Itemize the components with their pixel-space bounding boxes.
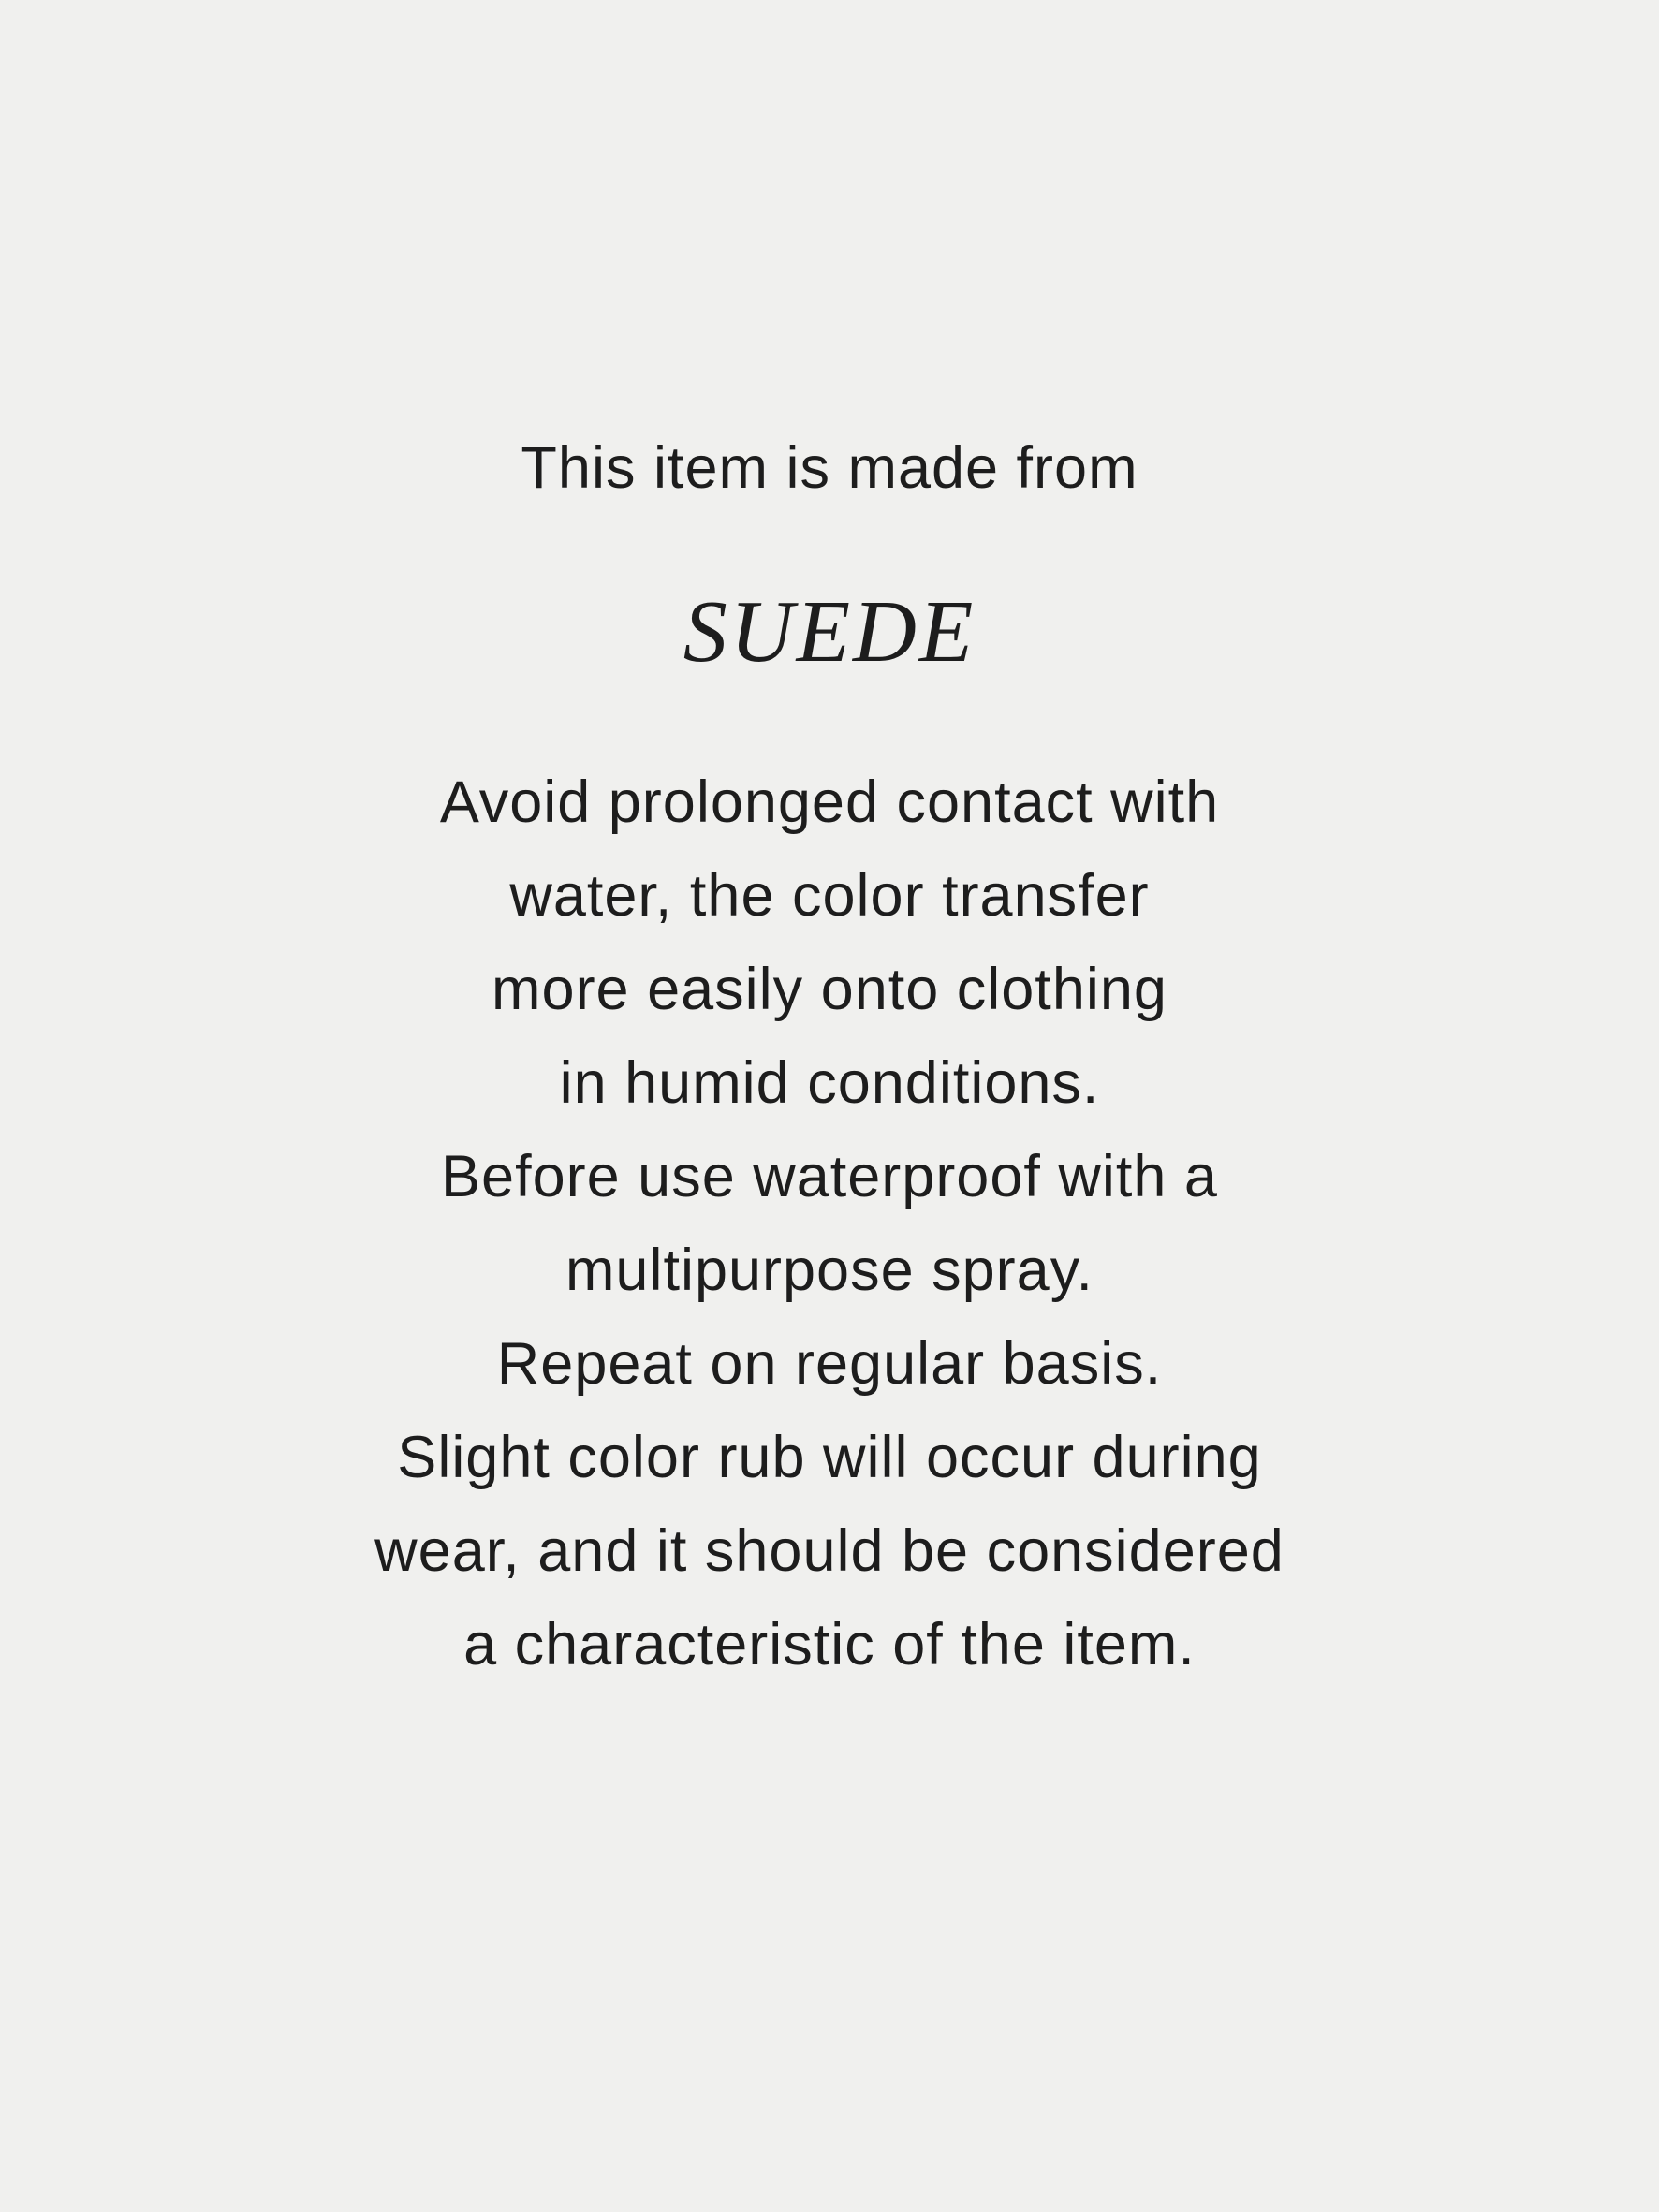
care-line: multipurpose spray.: [565, 1238, 1094, 1303]
care-line: Repeat on regular basis.: [496, 1331, 1163, 1397]
care-line: a characteristic of the item.: [463, 1612, 1196, 1677]
material-name: SUEDE: [683, 583, 976, 681]
care-line: water, the color transfer: [509, 863, 1150, 929]
care-line: Slight color rub will occur during: [397, 1425, 1262, 1490]
care-line: in humid conditions.: [559, 1050, 1100, 1116]
care-line: Before use waterproof with a: [441, 1144, 1218, 1209]
care-line: more easily onto clothing: [492, 957, 1167, 1022]
intro-line: This item is made from: [521, 435, 1138, 501]
care-line: wear, and it should be considered: [374, 1518, 1285, 1584]
care-line: Avoid prolonged contact with: [439, 769, 1220, 835]
care-instructions: [0, 755, 1659, 1692]
